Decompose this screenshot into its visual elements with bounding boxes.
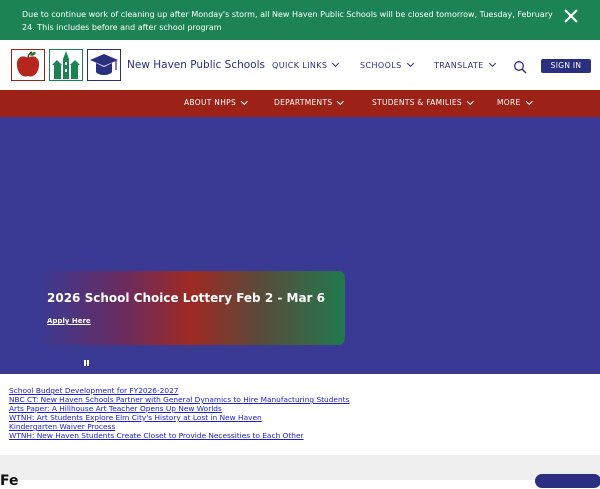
hat-logo-icon — [87, 49, 121, 81]
apply-here-link[interactable]: Apply Here — [47, 317, 91, 325]
news-link[interactable]: WTNH: New Haven Students Create Closet to Provide Necessities to Each Other — [9, 431, 304, 440]
chevron-down-icon — [489, 60, 496, 67]
nav-departments-label: DEPARTMENTS — [274, 98, 333, 107]
nav-more-label: MORE — [497, 98, 521, 107]
news-link[interactable]: WTNH: Art Students Explore Elm City's History at Lost in New Haven — [9, 413, 262, 422]
news-link[interactable]: Kindergarten Waiver Process — [9, 422, 116, 431]
chevron-down-icon — [241, 98, 247, 104]
translate-label: TRANSLATE — [434, 61, 484, 70]
logo-group[interactable] — [11, 49, 121, 81]
pause-icon[interactable] — [84, 360, 90, 368]
quick-links-menu[interactable] — [272, 61, 338, 70]
featured-section — [0, 455, 600, 489]
apple-logo-icon — [11, 49, 45, 81]
building-logo-icon — [49, 49, 83, 81]
translate-menu[interactable] — [434, 61, 495, 70]
search-icon[interactable] — [513, 60, 527, 74]
alert-banner — [0, 0, 600, 40]
news-link[interactable]: NBC CT: New Haven Schools Partner with General Dynamics to Hire Manufacturing Students — [9, 395, 350, 404]
site-header — [0, 40, 600, 90]
nav-students-label: STUDENTS & FAMILIES — [372, 98, 462, 107]
section-button[interactable] — [535, 474, 600, 488]
quick-links-label: QUICK LINKS — [272, 61, 328, 70]
alert-text: Due to continue work of cleaning up after Monday's storm, all New Haven Public Schools will be closed tomorrow, Tuesday, February 24. This includes before and after school program — [22, 10, 553, 32]
chevron-down-icon — [407, 60, 414, 67]
hero-banner — [0, 117, 600, 374]
news-list — [9, 386, 569, 440]
main-nav — [0, 90, 600, 117]
schools-label: SCHOOLS — [360, 61, 402, 70]
close-icon[interactable] — [563, 8, 579, 24]
hero-card — [38, 271, 345, 345]
nav-more[interactable] — [497, 98, 531, 107]
nav-about-nhps[interactable] — [184, 98, 247, 107]
site-title[interactable]: New Haven Public Schools — [127, 59, 265, 71]
hero-title: 2026 School Choice Lottery Feb 2 - Mar 6 — [47, 291, 325, 305]
chevron-down-icon — [332, 60, 339, 67]
schools-menu[interactable] — [360, 61, 413, 70]
news-link[interactable]: School Budget Development for FY2026-2027 — [9, 386, 179, 395]
nav-about-label: ABOUT NHPS — [184, 98, 237, 107]
nav-departments[interactable] — [274, 98, 343, 107]
section-heading: Fe — [0, 473, 19, 489]
news-link[interactable]: Arts Paper: A Hillhouse Art Teacher Opens Up New Worlds — [9, 404, 222, 413]
chevron-down-icon — [526, 98, 532, 104]
sign-in-button[interactable]: SIGN IN — [541, 59, 591, 73]
chevron-down-icon — [467, 98, 473, 104]
nav-students-families[interactable] — [372, 98, 472, 107]
chevron-down-icon — [337, 98, 343, 104]
